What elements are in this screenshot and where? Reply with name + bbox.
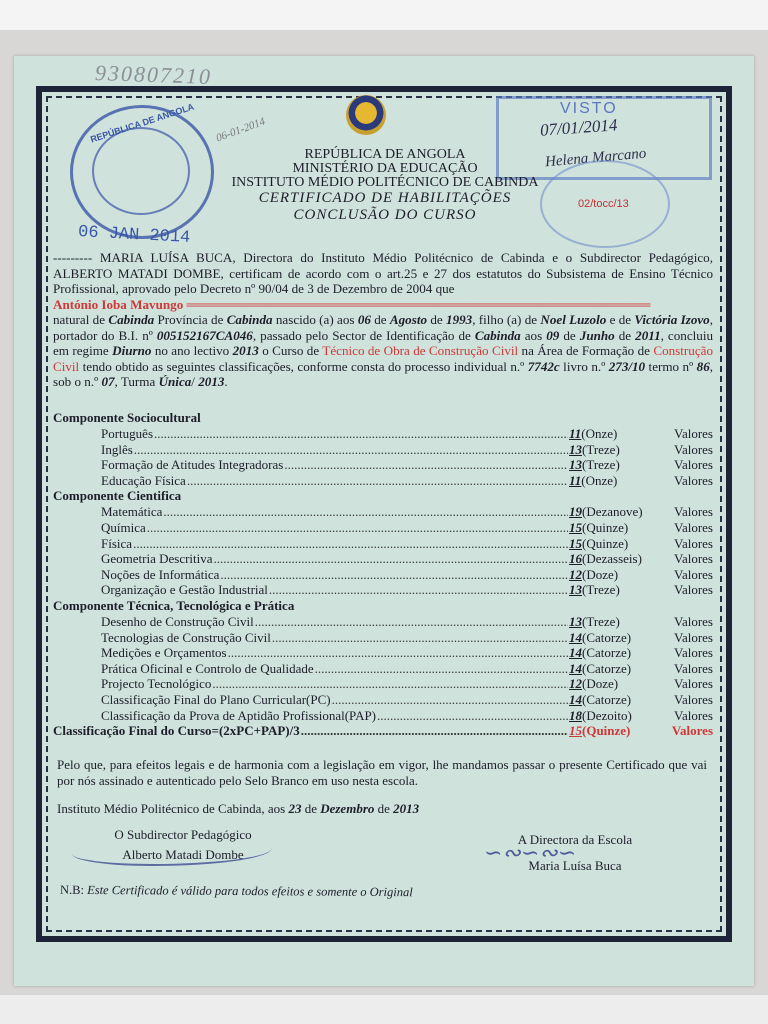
subject-name: Matemática	[101, 504, 163, 520]
grade-unit: Valores	[674, 676, 713, 692]
dot-leader	[228, 645, 568, 661]
dot-leader	[163, 504, 568, 520]
grade-value: 12(Doze)	[569, 566, 619, 582]
subject-name: Química	[101, 519, 146, 535]
stamp-code: 02/tocc/13	[578, 198, 629, 210]
grade-unit: Valores	[674, 472, 713, 488]
grade-row	[53, 536, 713, 552]
signature-block-left	[98, 827, 268, 863]
signature-block-right	[500, 832, 650, 874]
grade-unit: Valores	[674, 691, 713, 707]
header-institute: INSTITUTO MÉDIO POLITÉCNICO DE CABINDA	[231, 175, 539, 190]
section-heading: Componente Cientifica	[53, 488, 182, 504]
grade-value: 15(Quinze)	[569, 535, 629, 551]
grade-unit: Valores	[674, 660, 713, 676]
grade-unit: Valores	[674, 582, 713, 598]
grade-value: 14(Catorze)	[569, 645, 632, 661]
signature-right-name: Maria Luísa Buca	[528, 858, 622, 873]
certificate-intro: --------- MARIA LUÍSA BUCA, Directora do Instituto Médio Politécnico de Cabinda e o Subdirector Pedagógico, ALBERTO MATADI DOMBE, certificam de acordo com o art.25 e 27 dos estatutos do Subsistema de Ensino Técnico Profissional, aprovado pelo Decreto nº 90/04 de 3 de Dezembro de 2004 que António Ioba Mavungo ══════════════════════════════════════════════════ natural de Cabinda Província de Cabinda nascido (a) aos 06 de Agosto de 1993, filho (a) de Noel Luzolo e de Victória Izovo, portador do B.I. nº 005152167CA046, passado pelo Sector de Identificação de Cabinda aos 09 de Junho de 2011, concluiu em regime Diurno no ano lectivo 2013 o Curso de Técnico de Obra de Construção Civil na Área de Formação de Construção Civil tendo obtido as seguintes classificações, conforme consta do processo individual n.º 7742c livro n.º 273/10 termo nº 86, sob o n.º 07, Turma Única/ 2013.	[53, 250, 714, 389]
grade-unit: Valores	[674, 426, 713, 441]
signature-scribble-right: ∽∾∽∾∽	[484, 840, 577, 865]
certificate-header	[200, 148, 570, 224]
grade-row	[53, 692, 713, 708]
subject-name: Projecto Tecnológico	[101, 676, 212, 692]
subject-name: Formação de Atitudes Integradoras	[101, 457, 284, 473]
subject-name: Noções de Informática	[101, 566, 220, 582]
dot-leader	[315, 661, 568, 677]
grade-row	[53, 582, 713, 598]
grades-table	[53, 410, 713, 739]
header-republic: REPÚBLICA DE ANGOLA	[304, 147, 466, 162]
grade-unit: Valores	[674, 441, 713, 457]
dot-leader	[187, 473, 568, 489]
grade-row	[53, 442, 713, 458]
grade-row	[53, 426, 713, 442]
intro-paragraph: --------- MARIA LUÍSA BUCA, Directora do Instituto Médio Politécnico de Cabinda e o Subdirector Pedagógico, ALBERTO MATADI DOMBE, certificam de acordo com o art.25 e 27 dos estatutos do Subsistema de Ensino Técnico Profissional, aprovado pelo Decreto nº 90/04 de 3 de Dezembro de 2004 que	[53, 250, 713, 296]
grade-value: 18(Dezoito)	[569, 707, 632, 723]
grade-unit: Valores	[674, 566, 713, 582]
grade-value: 14(Catorze)	[569, 691, 632, 707]
subject-name: Organização e Gestão Industrial	[101, 582, 268, 598]
subject-name: Classificação Final do Plano Curricular(PC)	[101, 691, 331, 707]
dot-leader	[269, 582, 568, 598]
grade-value: 11(Onze)	[569, 472, 618, 488]
subject-name: Inglês	[101, 441, 133, 457]
dot-leader	[214, 551, 568, 567]
grade-unit: Valores	[674, 629, 713, 645]
grade-row	[53, 567, 713, 583]
background-bottom	[0, 995, 768, 1024]
grade-row	[53, 614, 713, 630]
section-heading: Componente Sociocultural	[53, 410, 201, 425]
grade-unit: Valores	[674, 457, 713, 473]
grade-value: 19(Dezanove)	[569, 504, 643, 520]
grade-row	[53, 551, 713, 567]
section-heading: Componente Técnica, Tecnológica e Prática	[53, 597, 295, 613]
dot-leader	[154, 426, 568, 442]
mother-name: Victória Izovo	[634, 312, 710, 327]
grade-value: 13(Treze)	[569, 441, 620, 457]
grade-value: 16(Dezasseis)	[569, 551, 642, 567]
grade-value: 11(Onze)	[569, 426, 618, 441]
subject-name: Geometria Descritiva	[101, 551, 213, 567]
grade-value: 15(Quinze)	[569, 519, 629, 535]
grade-unit: Valores	[674, 551, 713, 567]
dot-leader	[220, 567, 568, 583]
grade-row	[53, 676, 713, 692]
training-area: Construção Civil	[53, 343, 713, 374]
grade-unit: Valores	[674, 519, 713, 535]
grade-row	[53, 473, 713, 489]
header-subtitle: CONCLUSÃO DO CURSO	[293, 207, 477, 223]
dot-leader	[133, 536, 568, 552]
dot-leader	[272, 630, 568, 646]
grade-row	[53, 708, 713, 724]
signature-left-title: O Subdirector Pedagógico	[114, 827, 252, 842]
dot-leader	[284, 457, 568, 473]
handwritten-number: 930807210	[94, 59, 213, 90]
birthplace: Cabinda	[108, 312, 155, 327]
header-ministry: MINISTÉRIO DA EDUCAÇÃO	[292, 161, 478, 176]
grade-row	[53, 457, 713, 473]
dot-leader	[301, 723, 568, 739]
handwritten-signature-visto: Helena Marcano	[544, 145, 647, 171]
dot-leader	[377, 708, 568, 724]
stamp-left-date: 06 JAN 2014	[77, 223, 191, 248]
stamp-seal-left-inner	[92, 127, 190, 215]
grade-unit: Valores	[674, 707, 713, 723]
grade-value: 13(Treze)	[569, 582, 620, 598]
grade-row	[53, 661, 713, 677]
subject-name: Prática Oficinal e Controlo de Qualidade	[101, 660, 314, 676]
signature-right-title: A Directora da Escola	[517, 832, 633, 847]
subject-name: Desenho de Construção Civil	[101, 613, 254, 629]
course-name: Técnico de Obra de Construção Civil	[322, 343, 519, 358]
grade-unit: Valores	[674, 645, 713, 661]
subject-name: Português	[101, 426, 153, 441]
nb-note: N.B: Este Certificado é válido para todos efeitos e somente o Original	[59, 882, 413, 900]
final-grade-row	[53, 723, 713, 739]
closing-paragraph: Pelo que, para efeitos legais e de harmonia com a legislação em vigor, lhe mandamos passar o presente Certificado que vai por nós assinado e autenticado pelo Selo Branco em uso nesta escola.	[57, 757, 707, 788]
subject-name: Educação Física	[101, 472, 186, 488]
dot-leader	[332, 692, 568, 708]
place-and-date: Instituto Médio Politécnico de Cabinda, aos 23 de Dezembro de 2013	[57, 801, 420, 816]
grade-row	[53, 630, 713, 646]
grade-row	[53, 520, 713, 536]
grade-value: 13(Treze)	[569, 613, 620, 629]
grade-unit: Valores	[674, 504, 713, 520]
father-name: Noel Luzolo	[540, 312, 607, 327]
grade-value: 14(Catorze)	[569, 660, 632, 676]
name-rule: ══════════════════════════════════════════════════	[186, 296, 651, 312]
dot-leader	[134, 442, 568, 458]
subject-name: Tecnologias de Construção Civil	[101, 629, 271, 645]
grade-value: 15(Quinze)	[569, 723, 631, 739]
grade-value: 14(Catorze)	[569, 629, 632, 645]
stamp-visto-title: VISTO	[560, 100, 618, 117]
grade-row	[53, 504, 713, 520]
grade-unit: Valores	[671, 723, 713, 739]
dot-leader	[255, 614, 568, 630]
grade-unit: Valores	[674, 535, 713, 551]
grade-unit: Valores	[674, 613, 713, 629]
subject-name: Classificação da Prova de Aptidão Profissional(PAP)	[101, 707, 377, 723]
background-top	[0, 0, 768, 30]
header-certificate-title: CERTIFICADO DE HABILITAÇÕES	[258, 190, 512, 206]
dot-leader	[147, 520, 568, 536]
signature-left-name: Alberto Matadi Dombe	[122, 847, 244, 862]
stamp-visto-date: 07/01/2014	[539, 115, 618, 140]
grade-value: 12(Doze)	[569, 676, 619, 692]
subject-name: Medições e Orçamentos	[101, 645, 227, 661]
student-name: António Ioba Mavungo	[53, 296, 184, 312]
subject-name: Classificação Final do Curso=(2xPC+PAP)/3	[53, 723, 300, 739]
grade-value: 13(Treze)	[569, 457, 620, 473]
angola-emblem-icon	[346, 95, 386, 135]
stamp-left-text: REPÚBLICA DE ANGOLA	[89, 101, 196, 145]
dot-leader	[212, 676, 568, 692]
id-number: 005152167CA046	[156, 327, 253, 343]
grade-row	[53, 645, 713, 661]
handwritten-date: 06-01-2014	[214, 115, 267, 145]
subject-name: Física	[101, 535, 133, 551]
